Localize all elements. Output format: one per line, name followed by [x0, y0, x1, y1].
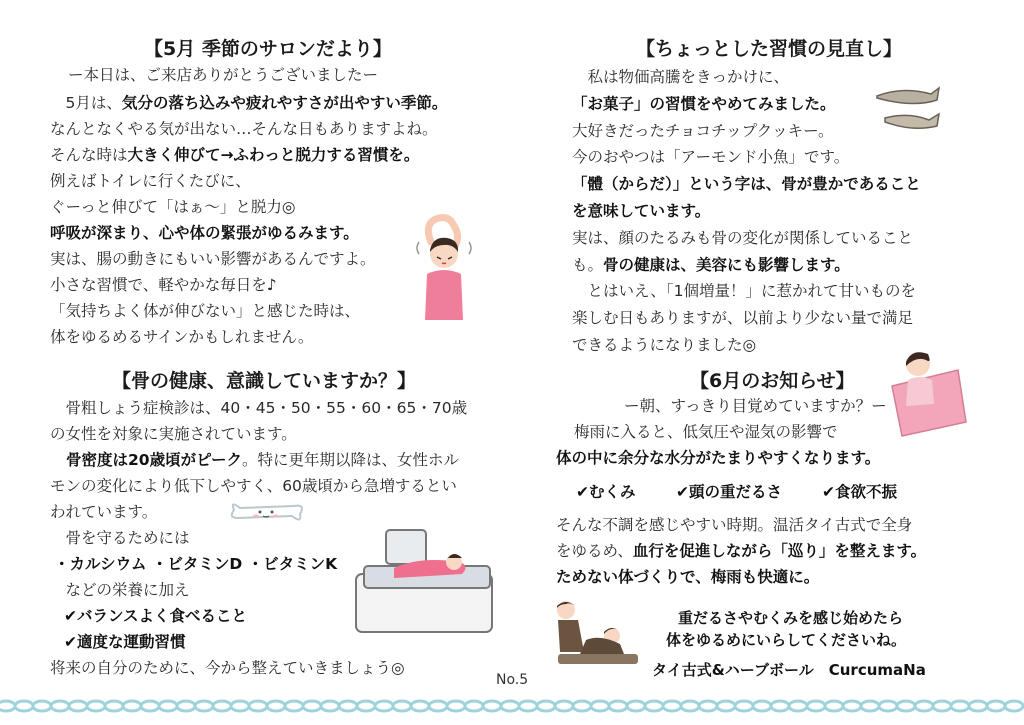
bone-line-3-rest: 。特に更年期以降は、女性ホル [241, 451, 459, 469]
footer-message-1: 重だるさやむくみを感じ始めたら [678, 609, 904, 627]
habit-line-normal: 楽しむ日もありますが、以前より少ない量で満足 [572, 309, 914, 328]
bone-check-exercise: ✔適度な運動習慣 [64, 633, 186, 651]
habit-line-normal: とはいえ、「1個増量！」に惹かれて甘いものを [572, 282, 917, 301]
bone-line-2: の女性を対象に実施されています。 [50, 425, 297, 443]
habit-line-emphasis: 骨の健康は、美容にも影響します。 [603, 255, 850, 274]
bone-illustration [226, 494, 306, 534]
bone-peak-emphasis: 骨密度は20歳頃がピーク [66, 451, 242, 469]
habit-heading: 【ちょっとした習慣の見直し】 [636, 38, 903, 60]
salon-line-normal: 5月は、 [50, 94, 122, 112]
habit-line [572, 171, 921, 197]
june-heading: 【6月のお知らせ】 [690, 370, 855, 392]
habit-line-normal: 実は、顔のたるみも骨の変化が関係していること [572, 228, 914, 247]
salon-greeting: ー本日は、ご来店ありがとうございましたー [68, 66, 379, 84]
habit-line-normal: も。 [572, 255, 604, 274]
footer-message-2: 体をゆるめにいらしてくださいね。 [666, 631, 907, 649]
habit-line-normal: 今のおやつは「アーモンド小魚」です。 [572, 148, 850, 167]
salon-line [50, 168, 251, 194]
salon-line [50, 298, 360, 324]
june-line-2: 梅雨に入ると、低気圧や湿気の影響で [574, 423, 838, 441]
dried-fish-illustration [873, 84, 943, 136]
salon-line [50, 142, 419, 168]
chain-border-decoration [0, 695, 1024, 717]
salon-line-normal: ぐーっと伸びて「はぁ〜」と脱力◎ [50, 198, 296, 216]
salon-heading: 【5月 季節のサロンだより】 [144, 38, 392, 60]
salon-line-normal: 例えばトイレに行くたびに、 [50, 172, 251, 190]
june-line-7: ためない体づくりで、梅雨も快適に。 [556, 568, 820, 586]
salon-line [50, 272, 277, 298]
habit-line-normal: 大好きだったチョコチップクッキー。 [572, 121, 834, 140]
salon-line [50, 90, 447, 116]
bone-line-4: モンの変化により低下しやすく、60歳頃から急増するとい [50, 477, 457, 495]
salon-line-normal: 実は、腸の動きにもいい影響があるんですよ。 [50, 250, 376, 268]
salon-line-normal: なんとなくやる気が出ない…そんな日もありますよね。 [50, 120, 438, 138]
bone-heading: 【骨の健康、意識していますか？】 [112, 370, 417, 392]
salon-line-emphasis: 気分の落ち込みや疲れやすさが出やすい季節。 [121, 94, 448, 112]
habit-line-emphasis: 「體（からだ）」という字は、骨が豊かであること [572, 175, 921, 194]
bone-line-1: 骨粗しょう症検診は、40・45・50・55・60・65・70歳 [50, 399, 468, 417]
salon-line-normal: 体をゆるめるサインかもしれません。 [50, 328, 314, 346]
bone-density-scanner-illustration [350, 526, 500, 648]
salon-line [50, 220, 359, 246]
salon-line-normal: 小さな習慣で、軽やかな毎日を♪ [50, 276, 277, 294]
salon-line [50, 324, 313, 350]
habit-line [572, 91, 836, 117]
june-line-6-a: をゆるめ、 [556, 542, 633, 560]
salon-line-normal: そんな時は [50, 146, 128, 164]
bone-line-8: などの栄養に加え [50, 581, 190, 599]
habit-line [572, 278, 916, 304]
habit-line [572, 198, 710, 224]
habit-line [572, 118, 834, 144]
thai-massage-illustration [550, 598, 640, 670]
june-line-6 [556, 538, 926, 564]
salon-line-emphasis: 大きく伸びて→ふわっと脱力する習慣を。 [127, 146, 420, 164]
salon-line-emphasis: 呼吸が深まり、心や体の緊張がゆるみます。 [50, 224, 359, 242]
bone-line-6: 骨を守るためには [50, 529, 190, 547]
june-line-5: そんな不調を感じやすい時期。温活タイ古式で全身 [556, 516, 913, 534]
bone-line-5: われています。 [50, 503, 158, 521]
habit-line-normal: できるようになりました◎ [572, 336, 757, 354]
habit-line-normal: 私は物価高騰をきっかけに、 [572, 68, 790, 86]
june-check-appetite: ✔食欲不振 [822, 483, 897, 501]
bone-check-balanced-diet: ✔バランスよく食べること [64, 607, 248, 625]
june-check-heaviness: ✔頭の重だるさ [676, 483, 782, 501]
salon-line-normal: 「気持ちよく体が伸びない」と感じた時は、 [50, 302, 361, 320]
june-line-3: 体の中に余分な水分がたまりやすくなります。 [556, 449, 881, 467]
waking-woman-illustration [888, 340, 970, 440]
shop-name: タイ古式&ハーブボール CurcumaNa [652, 661, 926, 679]
june-check-swelling: ✔むくみ [576, 483, 636, 501]
habit-line [572, 305, 913, 331]
stretching-woman-illustration [413, 212, 475, 324]
habit-line [572, 225, 913, 251]
june-line-6-b: 血行を促進しながら「巡り」を整えます。 [632, 542, 927, 560]
habit-line [572, 64, 789, 90]
page-number: No.5 [496, 672, 529, 688]
salon-line [50, 116, 438, 142]
june-line-1: ー朝、すっきり目覚めていますか？ー [624, 397, 887, 415]
salon-line [50, 246, 376, 272]
habit-line [572, 144, 849, 170]
habit-line-emphasis: 「お菓子」の習慣をやめてみました。 [572, 94, 836, 113]
bone-nutrients: ・カルシウム ・ビタミンD ・ビタミンK [54, 555, 338, 573]
habit-line [572, 252, 850, 278]
bone-closing: 将来の自分のために、今から整えていきましょう◎ [50, 659, 405, 677]
bone-line-3 [50, 447, 459, 473]
habit-line [572, 332, 756, 358]
habit-line-emphasis: を意味しています。 [572, 202, 711, 220]
salon-line [50, 194, 295, 220]
